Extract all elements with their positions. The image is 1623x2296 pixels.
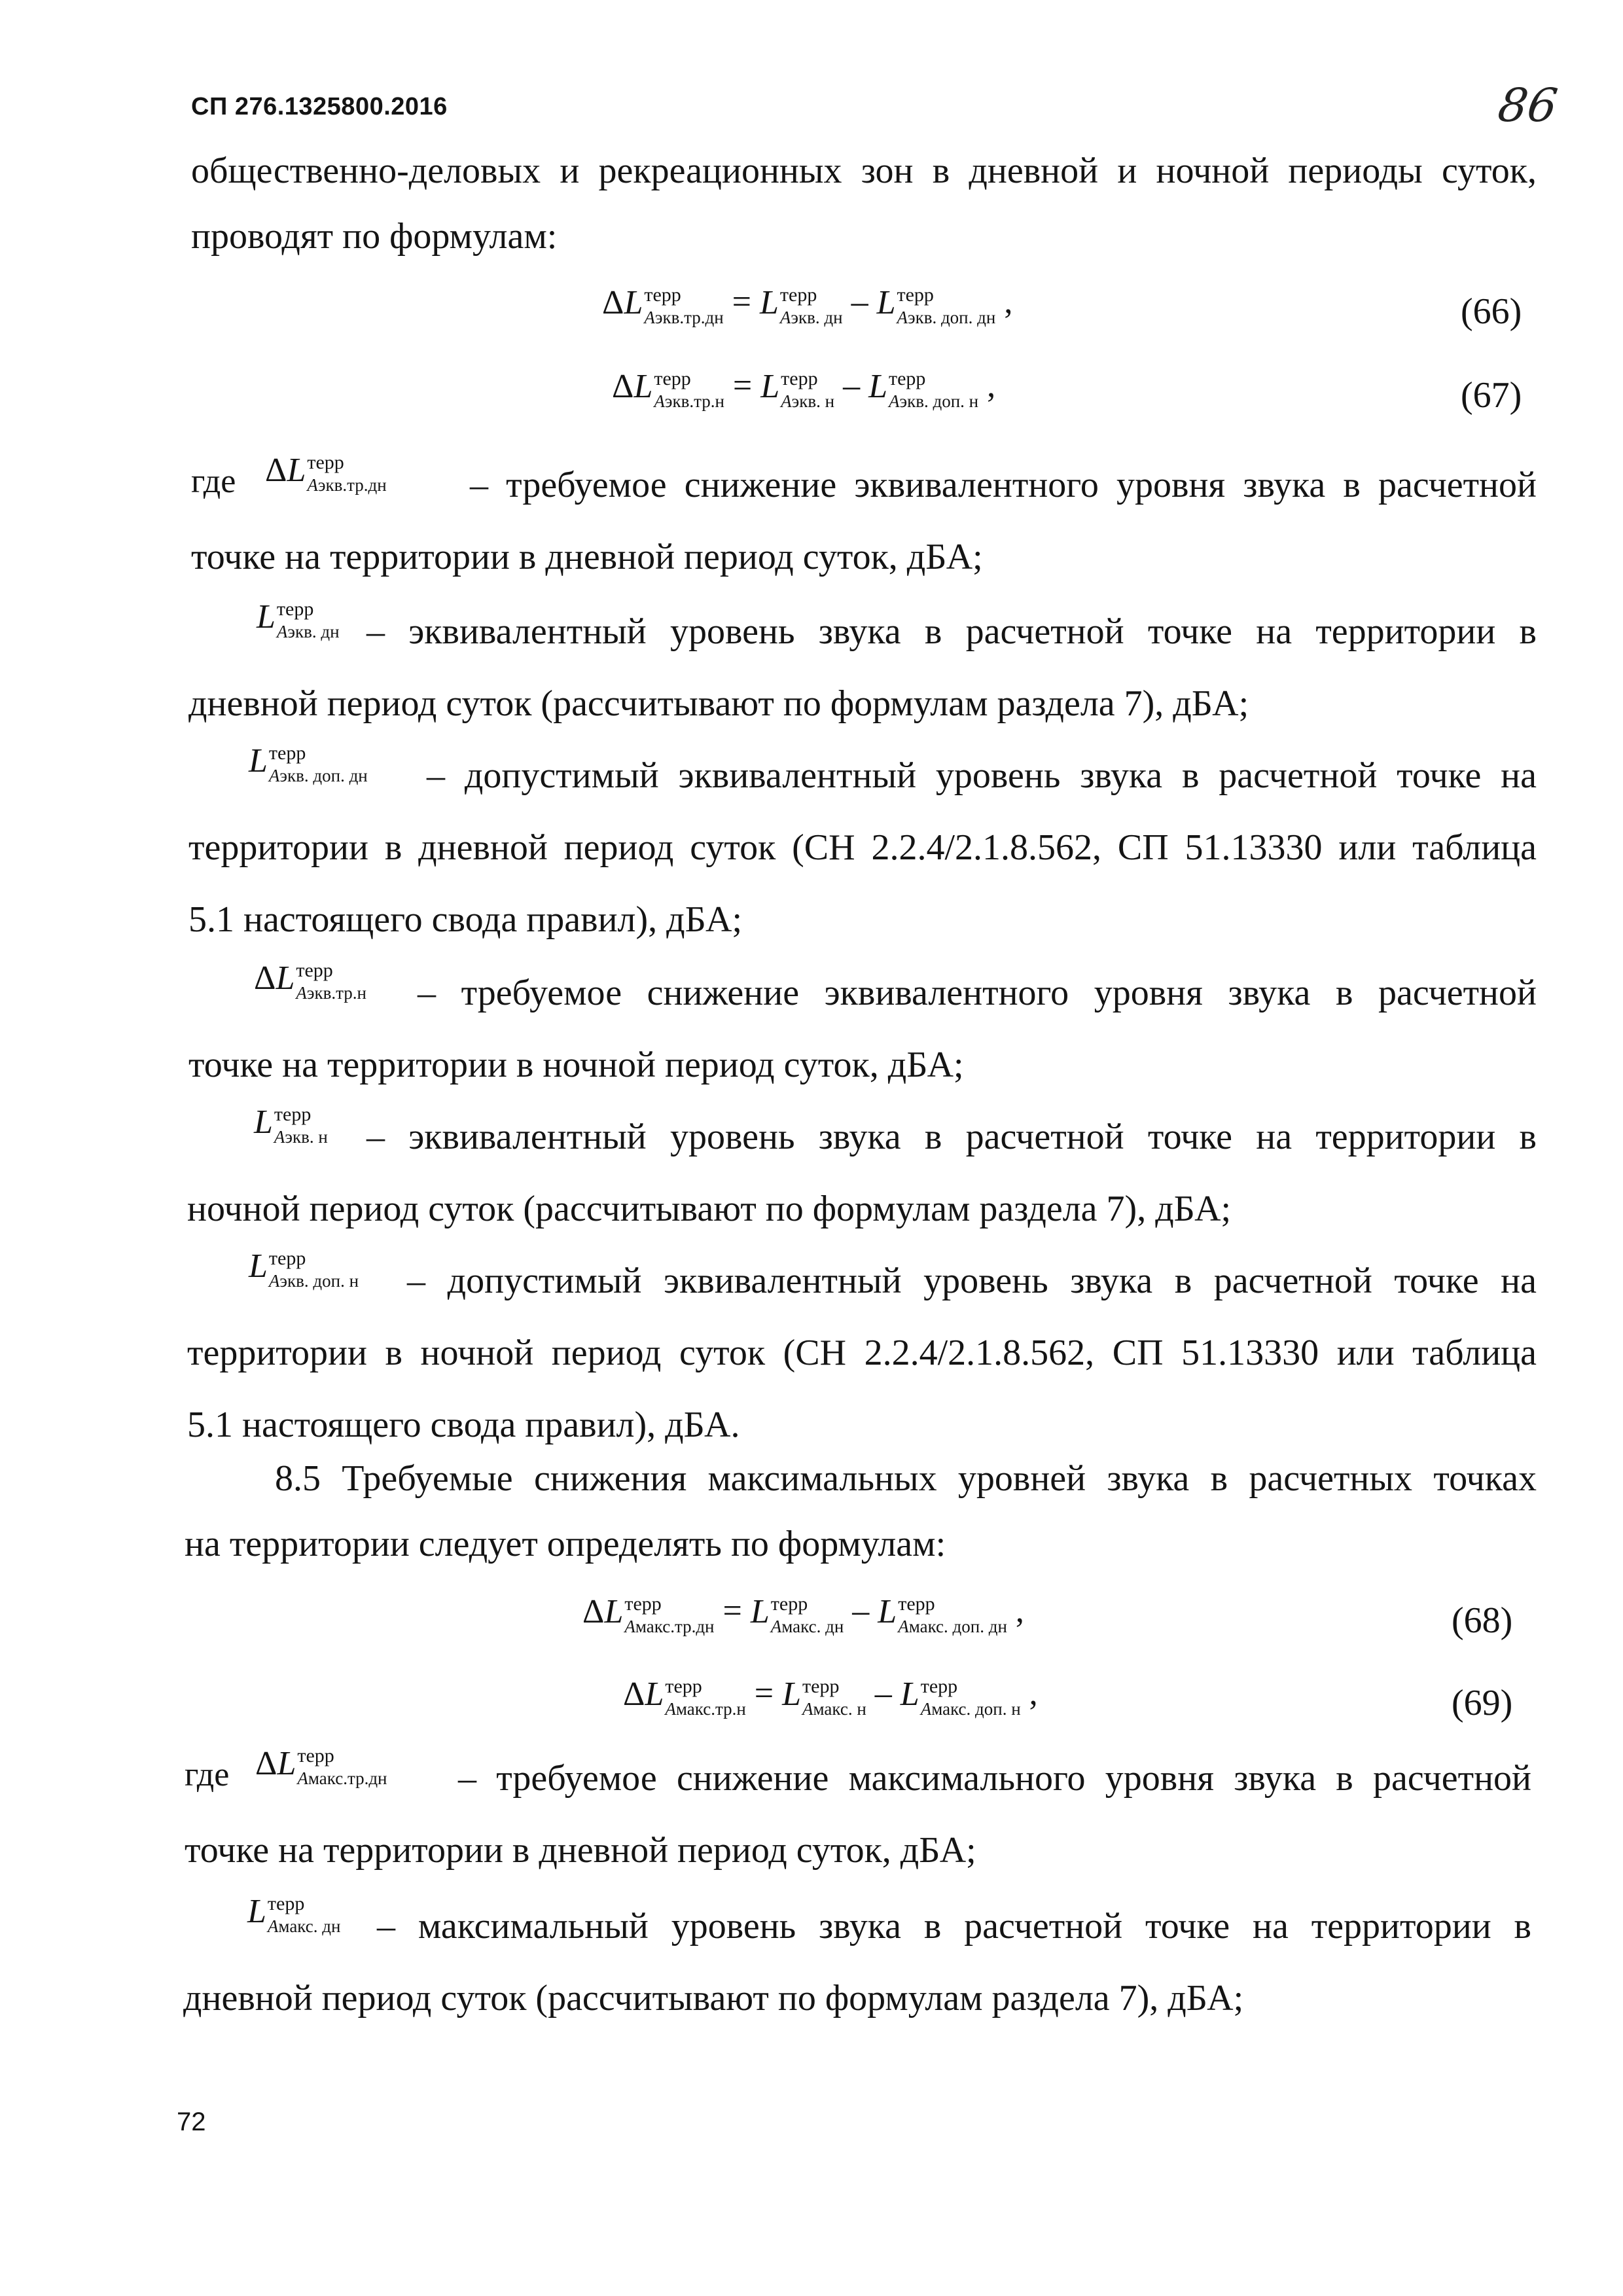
sup-sub: [297, 1746, 387, 1787]
superscript: терр: [296, 959, 333, 981]
sup-sub: [644, 285, 723, 327]
defined-symbol: [257, 597, 340, 641]
delta-sign: Δ: [255, 1745, 277, 1783]
definition-text: – допустимый эквивалентный уровень звука в расчетной точке на: [427, 755, 1537, 796]
delta-sign: Δ: [602, 284, 624, 322]
intro-line-2: проводят по формулам:: [191, 216, 558, 257]
equation-number: (66): [1461, 291, 1522, 332]
superscript: терр: [274, 1103, 312, 1125]
level-letter: L: [276, 960, 295, 997]
superscript: терр: [307, 451, 344, 473]
subscript: [780, 309, 843, 327]
subscript: [644, 309, 723, 327]
definition-symbol: [254, 959, 366, 1002]
minus-sign: –: [866, 1675, 901, 1712]
subscript-rest: экв. доп. н: [899, 391, 979, 411]
definition-continuation: 5.1 настоящего свода правил), дБА.: [187, 1405, 740, 1445]
equation-term-2: [877, 283, 996, 327]
minus-sign: –: [834, 367, 869, 404]
definition-symbol: [254, 1103, 328, 1146]
sup-sub: [898, 1594, 1007, 1636]
subscript-a: А: [268, 1270, 280, 1291]
equation-term-1: [760, 367, 834, 410]
superscript: терр: [770, 1592, 808, 1615]
subscript-a: А: [624, 1616, 635, 1636]
subscript: [268, 1918, 341, 1935]
definition-symbol: [257, 598, 340, 641]
subscript-rest: экв.тр.н: [306, 982, 366, 1003]
equals-sign: =: [714, 1592, 751, 1630]
handwritten-page-number: 86: [1495, 79, 1561, 132]
definition-text: – эквивалентный уровень звука в расчетной точке на территории в: [366, 611, 1537, 652]
subscript-a: А: [268, 765, 280, 785]
level-letter: L: [257, 598, 276, 636]
sup-sub: [654, 369, 724, 410]
definition-continuation: территории в дневной период суток (СН 2.2.4/2.1.8.562, СП 51.13330 или таблица: [188, 827, 1537, 868]
subscript-rest: экв.тр.н: [664, 391, 724, 411]
sup-sub: [781, 369, 834, 410]
equation-number: (68): [1452, 1600, 1513, 1641]
level-letter: L: [750, 1593, 770, 1631]
level-letter: L: [633, 368, 653, 406]
subscript-rest: экв.тр.дн: [317, 475, 387, 495]
subscript-rest: макс.тр.дн: [635, 1616, 715, 1636]
level-letter: L: [876, 284, 896, 322]
subscript-a: А: [920, 1698, 932, 1719]
subscript: [297, 1770, 387, 1787]
subscript-rest: экв.тр.дн: [654, 307, 724, 327]
definition-symbol: [249, 1247, 359, 1290]
subscript: [307, 476, 386, 494]
subscript-a: А: [779, 307, 791, 327]
superscript: терр: [779, 283, 817, 306]
equation-66: [602, 283, 1012, 327]
superscript: терр: [654, 367, 691, 389]
definition-text: – требуемое снижение максимального уровня звука в расчетной: [458, 1758, 1531, 1799]
subscript-a: А: [276, 621, 288, 641]
subscript-rest: макс.тр.н: [675, 1698, 746, 1719]
equals-sign: =: [723, 283, 760, 321]
level-letter: L: [878, 1593, 897, 1631]
subscript: [269, 1272, 359, 1290]
equation-comma: ,: [978, 367, 996, 404]
definition-continuation: дневной период суток (рассчитывают по формулам раздела 7), дБА;: [183, 1978, 1244, 2018]
level-letter: L: [287, 452, 306, 490]
sup-sub: [307, 453, 386, 494]
definition-continuation: точке на территории в ночной период суток, дБА;: [188, 1045, 964, 1085]
subscript-a: А: [297, 1768, 308, 1788]
equation-comma: ,: [995, 283, 1013, 321]
sup-sub: [771, 1594, 844, 1636]
subscript: [781, 393, 834, 410]
subscript-rest: экв. доп. дн: [907, 307, 996, 327]
subscript-a: А: [889, 391, 900, 411]
delta-sign: Δ: [612, 368, 634, 406]
minus-sign: –: [842, 283, 877, 321]
subscript-a: А: [665, 1698, 676, 1719]
equation-comma: ,: [1007, 1592, 1024, 1630]
sup-sub: [897, 285, 995, 327]
intro-line-1: общественно-деловых и рекреационных зон в дневной и ночной периоды суток,: [191, 151, 1537, 191]
level-letter: L: [247, 1893, 266, 1931]
subscript-a: А: [770, 1616, 782, 1636]
sup-sub: [296, 961, 366, 1002]
superscript: терр: [624, 1592, 662, 1615]
sup-sub: [889, 369, 978, 410]
superscript: терр: [802, 1675, 840, 1697]
defined-symbol: [247, 1892, 340, 1935]
level-letter: L: [782, 1676, 802, 1713]
subscript-rest: экв. доп. дн: [279, 765, 368, 785]
subscript-a: А: [296, 982, 307, 1003]
equation-term-2: [868, 367, 978, 410]
superscript: терр: [665, 1675, 702, 1697]
delta-sign: Δ: [265, 452, 287, 490]
subscript-rest: макс. дн: [278, 1916, 341, 1936]
sup-sub: [274, 1105, 328, 1146]
subscript-rest: макс. дн: [781, 1616, 844, 1636]
equation-comma: ,: [1020, 1675, 1038, 1712]
defined-symbol: [254, 958, 366, 1002]
subscript: [277, 623, 340, 641]
subscript-a: А: [802, 1698, 813, 1719]
superscript: терр: [920, 1675, 958, 1697]
subscript-rest: экв. н: [285, 1126, 328, 1147]
level-letter: L: [249, 1247, 268, 1285]
sup-sub: [665, 1677, 745, 1718]
definition-continuation: точке на территории в дневной период суток, дБА;: [185, 1830, 976, 1871]
defined-symbol: [249, 741, 368, 785]
definition-text: – эквивалентный уровень звука в расчетной точке на территории в: [366, 1117, 1537, 1157]
level-letter: L: [249, 742, 268, 780]
superscript: терр: [276, 598, 314, 620]
equation-term-1: [751, 1592, 844, 1636]
defined-symbol: [254, 1102, 328, 1146]
level-letter: L: [760, 368, 780, 406]
level-letter: L: [277, 1745, 296, 1783]
definition-text: – требуемое снижение эквивалентного уровня звука в расчетной: [418, 973, 1537, 1013]
defined-symbol: [255, 1744, 387, 1787]
subscript-rest: экв. доп. н: [279, 1270, 359, 1291]
superscript: терр: [644, 283, 681, 306]
delta-sign: Δ: [582, 1593, 605, 1631]
definition-continuation: 5.1 настоящего свода правил), дБА;: [188, 899, 743, 940]
equation-term-1: [760, 283, 843, 327]
equation-68: [582, 1592, 1024, 1636]
where-label: где: [191, 463, 236, 500]
defined-symbol: [249, 1246, 359, 1290]
subscript-a: А: [781, 391, 792, 411]
sup-sub: [802, 1677, 866, 1718]
superscript: терр: [267, 1892, 305, 1914]
equation-lhs: [602, 283, 724, 327]
subscript-rest: экв. н: [791, 391, 835, 411]
subscript-rest: макс. доп. дн: [908, 1616, 1007, 1636]
subscript-rest: макс. н: [813, 1698, 866, 1719]
definition-text: – требуемое снижение эквивалентного уровня звука в расчетной: [470, 465, 1537, 505]
superscript: терр: [268, 742, 306, 764]
subscript: [771, 1618, 844, 1636]
equation-67: [612, 367, 995, 410]
section-8-5-line-2: на территории следует определять по формулам:: [185, 1524, 946, 1564]
level-letter: L: [868, 368, 887, 406]
definition-continuation: дневной период суток (рассчитывают по формулам раздела 7), дБА;: [188, 683, 1249, 724]
minus-sign: –: [844, 1592, 878, 1630]
definition-continuation: территории в ночной период суток (СН 2.2.4/2.1.8.562, СП 51.13330 или таблица: [187, 1333, 1537, 1373]
subscript: [921, 1700, 1021, 1718]
subscript: [269, 767, 368, 785]
equation-69: [623, 1674, 1038, 1718]
definition-text: – максимальный уровень звука в расчетной точке на территории в: [377, 1906, 1531, 1946]
equals-sign: =: [724, 367, 761, 404]
superscript: терр: [268, 1247, 306, 1269]
subscript: [897, 309, 995, 327]
superscript: терр: [781, 367, 818, 389]
subscript-a: А: [644, 307, 655, 327]
equation-number: (67): [1461, 375, 1522, 416]
level-letter: L: [645, 1676, 664, 1713]
subscript-a: А: [307, 475, 318, 495]
sup-sub: [277, 600, 340, 641]
delta-sign: Δ: [254, 960, 276, 997]
definition-continuation: ночной период суток (рассчитывают по формулам раздела 7), дБА;: [187, 1189, 1232, 1229]
subscript: [624, 1618, 714, 1636]
defined-symbol: [265, 450, 387, 494]
subscript: [654, 393, 724, 410]
subscript: [802, 1700, 866, 1718]
sup-sub: [269, 744, 368, 785]
sup-sub: [780, 285, 843, 327]
subscript: [898, 1618, 1007, 1636]
subscript: [665, 1700, 745, 1718]
superscript: терр: [297, 1744, 334, 1767]
level-letter: L: [624, 284, 643, 322]
equation-term-2: [901, 1675, 1021, 1718]
sup-sub: [268, 1894, 341, 1935]
equation-term-1: [782, 1675, 866, 1718]
superscript: терр: [898, 1592, 935, 1615]
level-letter: L: [254, 1103, 273, 1141]
page-number: 72: [177, 2108, 206, 2136]
equals-sign: =: [745, 1675, 783, 1712]
subscript-rest: экв. дн: [287, 621, 340, 641]
definition-symbol: [265, 451, 387, 494]
subscript-a: А: [898, 1616, 909, 1636]
equation-number: (69): [1452, 1683, 1513, 1723]
definition-symbol: [247, 1892, 340, 1935]
subscript-a: А: [267, 1916, 279, 1936]
equation-lhs: [612, 367, 724, 410]
subscript: [296, 984, 366, 1002]
superscript: терр: [889, 367, 926, 389]
level-letter: L: [759, 284, 779, 322]
subscript: [274, 1128, 328, 1146]
subscript-a: А: [654, 391, 665, 411]
subscript-rest: макс. доп. н: [931, 1698, 1021, 1719]
subscript-rest: макс.тр.дн: [308, 1768, 387, 1788]
subscript-a: А: [897, 307, 908, 327]
sup-sub: [624, 1594, 714, 1636]
level-letter: L: [604, 1593, 624, 1631]
subscript-a: А: [274, 1126, 285, 1147]
sup-sub: [921, 1677, 1021, 1718]
delta-sign: Δ: [623, 1676, 645, 1713]
subscript-rest: экв. дн: [791, 307, 843, 327]
equation-term-2: [878, 1592, 1007, 1636]
where-label: где: [185, 1756, 230, 1793]
definition-symbol: [255, 1744, 387, 1787]
definition-text: – допустимый эквивалентный уровень звука в расчетной точке на: [407, 1261, 1537, 1301]
subscript: [889, 393, 978, 410]
level-letter: L: [900, 1676, 919, 1713]
sup-sub: [269, 1249, 359, 1290]
definition-symbol: [249, 742, 368, 785]
section-8-5-line-1: 8.5 Требуемые снижения максимальных уровней звука в расчетных точках: [275, 1458, 1537, 1499]
superscript: терр: [897, 283, 934, 306]
definition-continuation: точке на территории в дневной период суток, дБА;: [191, 537, 983, 577]
document-code: СП 276.1325800.2016: [191, 93, 448, 120]
equation-lhs: [623, 1675, 746, 1718]
equation-lhs: [582, 1592, 715, 1636]
